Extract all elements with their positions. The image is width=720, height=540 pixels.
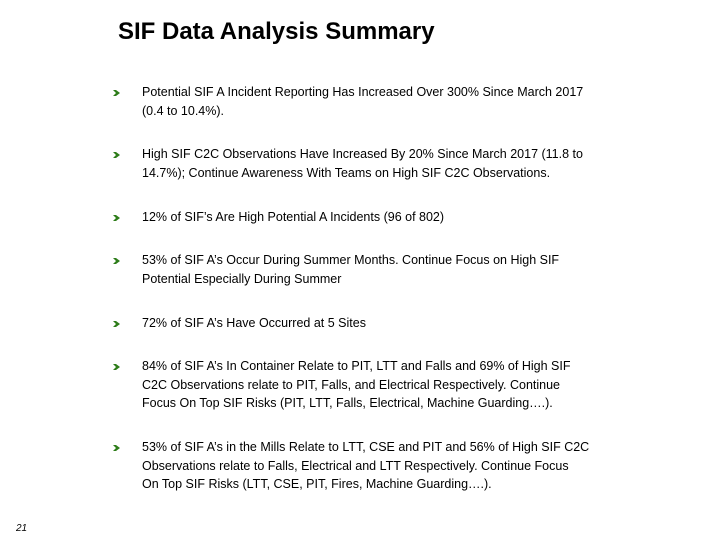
bullet-text: 84% of SIF A’s In Container Relate to PIT, LTT and Falls and 69% of High SIF C2C Observations relate to PIT, Falls, and Electrical Respectively. Continue Focus On Top SIF Risks (PIT, LTT, Falls, Electrical, Machine Guarding….). <box>142 359 571 410</box>
bullet-icon <box>112 319 121 328</box>
bullet-text: 12% of SIF’s Are High Potential A Incidents (96 of 802) <box>142 210 445 224</box>
page-number: 21 <box>16 523 28 534</box>
bullet-icon <box>112 256 121 265</box>
bullet-text: High SIF C2C Observations Have Increased By 20% Since March 2017 (11.8 to 14.7%); Continue Awareness With Teams on High SIF C2C Observations. <box>142 147 583 180</box>
bullet-item <box>112 357 682 413</box>
bullet-text: 72% of SIF A’s Have Occurred at 5 Sites <box>142 316 366 330</box>
bullet-icon <box>112 443 121 452</box>
bullet-item <box>112 208 682 227</box>
bullet-item <box>112 251 682 288</box>
bullet-icon <box>112 88 121 97</box>
bullet-item <box>112 145 682 182</box>
bullet-icon <box>112 362 121 371</box>
bullet-item <box>112 83 682 120</box>
bullet-text: 53% of SIF A’s Occur During Summer Months. Continue Focus on High SIF Potential Especially During Summer <box>142 253 560 286</box>
bullet-text: 53% of SIF A’s in the Mills Relate to LTT, CSE and PIT and 56% of High SIF C2C Observations relate to Falls, Electrical and LTT Respectively. Continue Focus On Top SIF Risks (LTT, CSE, PIT, Fires, Machine Guarding….). <box>142 440 590 491</box>
bullet-icon <box>112 150 121 159</box>
bullet-item <box>112 314 682 333</box>
bullet-item <box>112 438 682 494</box>
bullet-icon <box>112 213 121 222</box>
slide-title: SIF Data Analysis Summary <box>118 18 435 45</box>
bullet-text: Potential SIF A Incident Reporting Has Increased Over 300% Since March 2017 (0.4 to 10.4%). <box>142 85 584 118</box>
